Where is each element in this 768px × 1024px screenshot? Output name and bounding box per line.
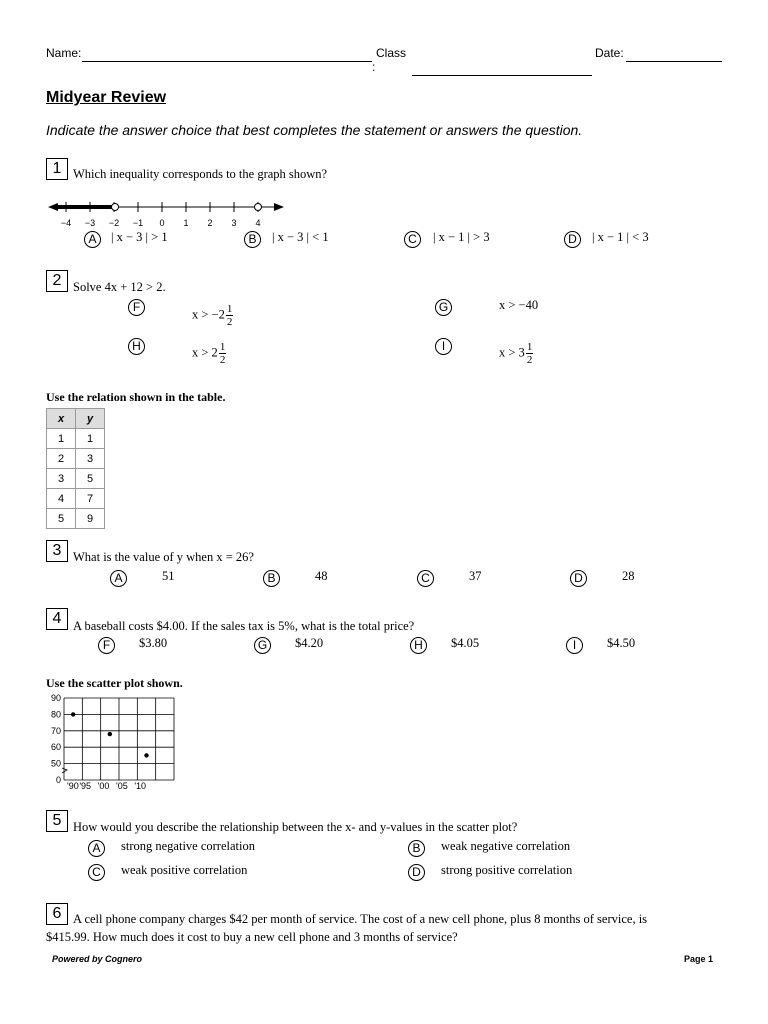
question-4-text: A baseball costs $4.00. If the sales tax is 5%, what is the total price?: [73, 619, 415, 633]
class-field-line[interactable]: [412, 75, 592, 76]
tick-label: 0: [159, 218, 165, 228]
choice-h-text: x > 2 $\frac{1}{2}$: [192, 341, 226, 366]
tick-label: 1: [183, 218, 189, 228]
tick-label: −4: [60, 218, 72, 228]
name-field-line[interactable]: [82, 61, 372, 62]
choice-d-text: strong positive correlation: [441, 863, 573, 877]
choice-h-bubble[interactable]: H: [410, 637, 427, 654]
table-row: [47, 429, 105, 449]
table-row: [47, 509, 105, 529]
scatter-plot: [44, 690, 180, 796]
question-number: 4: [46, 608, 68, 630]
powered-by: Powered by Cognero: [52, 954, 143, 964]
choice-a-text: 51: [162, 569, 175, 583]
choice-b-bubble[interactable]: B: [263, 570, 280, 587]
page-title: Midyear Review: [46, 89, 167, 106]
table-row: [47, 489, 105, 509]
y-tick-label: 50: [50, 758, 61, 769]
choice-i-text: x > 3 $\frac{1}{2}$: [499, 341, 533, 366]
choice-d-bubble[interactable]: D: [564, 231, 581, 248]
tick-label: 2: [207, 218, 213, 228]
question-number: 1: [46, 158, 68, 180]
choice-f-text: $3.80: [139, 636, 168, 650]
scatter-point: [108, 732, 112, 736]
choice-c-text: weak positive correlation: [121, 863, 248, 877]
scatter-point: [71, 712, 75, 716]
choice-c-text: | x − 1 | > 3: [433, 230, 490, 244]
scatter-point: [144, 753, 148, 757]
question-number: 5: [46, 810, 68, 832]
y-tick-label: 80: [50, 709, 61, 720]
table-cell: 9: [76, 509, 105, 529]
choice-a-bubble[interactable]: A: [88, 840, 105, 857]
choice-h-text: $4.05: [451, 636, 480, 650]
table-header: x: [47, 409, 76, 429]
open-circle-left: [112, 204, 119, 211]
choice-a-bubble[interactable]: A: [84, 231, 101, 248]
question-6-text-line1: A cell phone company charges $42 per month of service. The cost of a new cell phone, plus 8 months of service, is: [73, 912, 648, 926]
relation-intro: Use the relation shown in the table.: [46, 390, 226, 404]
choice-b-bubble[interactable]: B: [408, 840, 425, 857]
x-tick-label: '95: [79, 781, 92, 791]
open-circle-right: [255, 204, 262, 211]
choice-a-text: strong negative correlation: [121, 839, 255, 853]
tick-label: 4: [255, 218, 261, 228]
table-cell: 3: [76, 449, 105, 469]
choice-d-bubble[interactable]: D: [408, 864, 425, 881]
page-number: Page 1: [684, 954, 714, 964]
table-cell: 5: [76, 469, 105, 489]
tick-label: −3: [84, 218, 96, 228]
question-number: 3: [46, 540, 68, 562]
table-cell: 2: [47, 449, 76, 469]
question-number: 6: [46, 903, 68, 925]
date-field-line[interactable]: [626, 61, 722, 62]
table-cell: 7: [76, 489, 105, 509]
choice-a-text: | x − 3 | > 1: [111, 230, 168, 244]
question-2-text: Solve 4x + 12 > 2.: [73, 280, 166, 294]
x-tick-label: '00: [97, 781, 110, 791]
choice-i-text: $4.50: [607, 636, 636, 650]
number-line: [44, 198, 288, 232]
choice-b-text: 48: [315, 569, 328, 583]
choice-f-text: x > −2 $\frac{1}{2}$: [192, 303, 233, 328]
choice-d-text: | x − 1 | < 3: [592, 230, 649, 244]
choice-g-bubble[interactable]: G: [254, 637, 271, 654]
relation-table: [46, 408, 105, 529]
name-label: Name:: [46, 46, 82, 60]
choice-b-text: weak negative correlation: [441, 839, 571, 853]
choice-i-bubble[interactable]: I: [435, 338, 452, 355]
y-tick-label: 60: [50, 742, 61, 753]
table-cell: 1: [47, 429, 76, 449]
table-cell: 4: [47, 489, 76, 509]
choice-c-bubble[interactable]: C: [404, 231, 421, 248]
question-1-text: Which inequality corresponds to the graph shown?: [73, 167, 328, 181]
choice-d-text: 28: [622, 569, 635, 583]
question-3-text: What is the value of y when x = 26?: [73, 550, 254, 564]
x-tick-label: '10: [134, 781, 147, 791]
x-tick-label: '90: [67, 781, 79, 791]
class-label: Class: [376, 46, 407, 60]
choice-c-text: 37: [469, 569, 482, 583]
choice-c-bubble[interactable]: C: [88, 864, 105, 881]
choice-g-text: $4.20: [295, 636, 324, 650]
choice-b-text: | x − 3 | < 1: [272, 230, 329, 244]
y-tick-label: 70: [50, 725, 61, 736]
choice-a-bubble[interactable]: A: [110, 570, 127, 587]
tick-label: −1: [132, 218, 144, 228]
choice-f-bubble[interactable]: F: [128, 299, 145, 316]
date-label: Date:: [595, 46, 624, 60]
class-colon: :: [372, 60, 376, 74]
table-row: [47, 469, 105, 489]
choice-g-bubble[interactable]: G: [435, 299, 452, 316]
choice-g-text: x > −40: [499, 298, 539, 312]
choice-f-bubble[interactable]: F: [98, 637, 115, 654]
scatter-intro: Use the scatter plot shown.: [46, 676, 183, 690]
x-tick-label: '05: [116, 781, 128, 791]
table-row: [47, 449, 105, 469]
question-6-text-line2: $415.99. How much does it cost to buy a new cell phone and 3 months of service?: [46, 930, 458, 944]
table-cell: 5: [47, 509, 76, 529]
instructions: Indicate the answer choice that best completes the statement or answers the question.: [46, 122, 583, 138]
choice-c-bubble[interactable]: C: [417, 570, 434, 587]
choice-b-bubble[interactable]: B: [244, 231, 261, 248]
choice-h-bubble[interactable]: H: [128, 338, 145, 355]
table-cell: 1: [76, 429, 105, 449]
arrow-left-icon: [48, 203, 58, 211]
question-number: 2: [46, 270, 68, 292]
choice-i-bubble[interactable]: I: [566, 637, 583, 654]
tick-label: −2: [108, 218, 120, 228]
axis-break-icon: [62, 768, 67, 773]
question-5-text: How would you describe the relationship between the x- and y-values in the scatter plot?: [73, 820, 518, 834]
tick-label: 3: [231, 218, 237, 228]
choice-d-bubble[interactable]: D: [570, 570, 587, 587]
arrow-right-icon: [274, 203, 284, 211]
table-header: y: [76, 409, 105, 429]
table-cell: 3: [47, 469, 76, 489]
y-tick-label: 0: [55, 775, 61, 785]
table-header-row: [47, 409, 105, 429]
y-tick-label: 90: [50, 693, 61, 703]
